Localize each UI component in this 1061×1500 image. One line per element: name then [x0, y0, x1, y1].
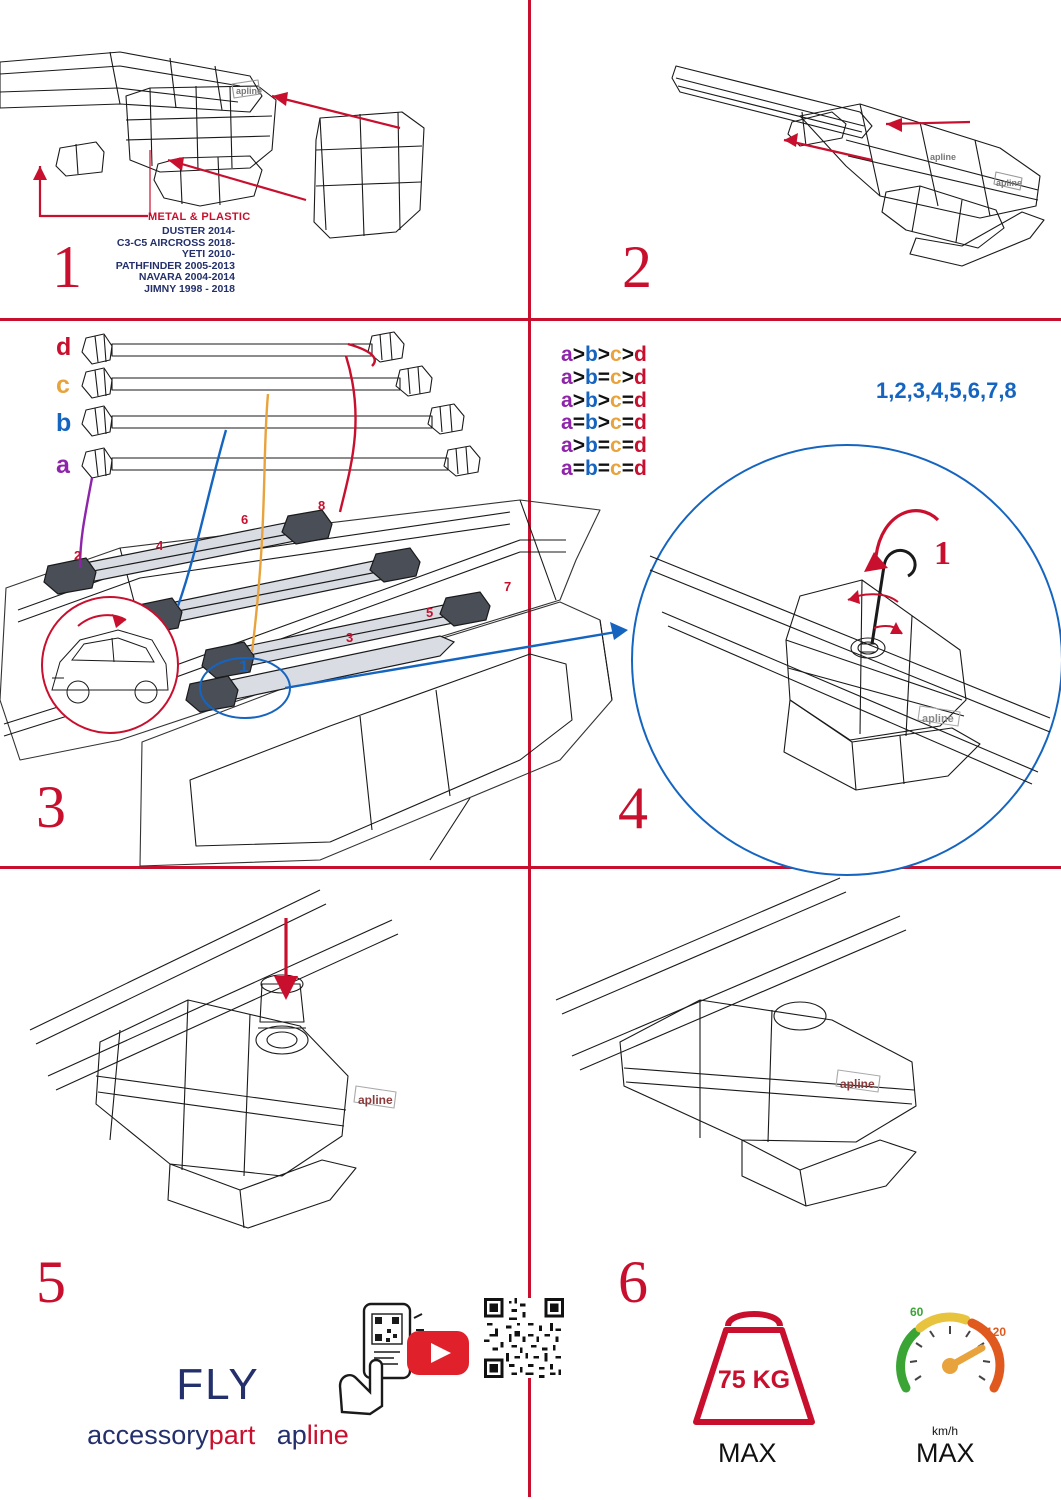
step-number-4: 4 — [618, 775, 648, 841]
brand-part: part — [208, 1420, 256, 1450]
order-rule-token: = — [597, 434, 611, 458]
clamp-number-2: 2 — [74, 548, 82, 563]
order-rule-token: c — [610, 411, 622, 435]
svg-text:60: 60 — [910, 1305, 924, 1319]
svg-text:120: 120 — [986, 1325, 1007, 1339]
install-sequence: 1,2,3,4,5,6,7,8 — [876, 378, 1017, 403]
vehicle-item: DUSTER 2014- — [162, 225, 235, 237]
order-rule-token: > — [572, 365, 585, 389]
svg-text:apline: apline — [358, 1093, 393, 1107]
order-rule-token: > — [572, 343, 585, 366]
brand-line: line — [306, 1420, 349, 1450]
order-rule-token: > — [621, 365, 634, 389]
order-rule-token: b — [584, 411, 598, 435]
brand-fly: FLY — [176, 1360, 260, 1409]
order-rule-token: = — [621, 456, 634, 480]
bar-label-a: a — [56, 451, 70, 479]
material-note: METAL & PLASTIC — [148, 211, 251, 223]
order-rule-token: a — [561, 388, 573, 412]
order-rule-token: > — [572, 388, 585, 412]
turn-badge: 1 — [934, 535, 951, 572]
order-rule-token: = — [621, 388, 634, 412]
order-rule-token: c — [610, 365, 622, 389]
bar-label-b: b — [56, 409, 72, 437]
order-rule-token: c — [610, 343, 622, 366]
order-rule-token: = — [621, 434, 634, 458]
bar-label-c: c — [56, 371, 70, 399]
order-rule-token: c — [610, 434, 622, 458]
speed-max-label: MAX — [916, 1438, 975, 1468]
clamp-number-8: 8 — [318, 498, 326, 513]
speed-unit-label: km/h — [932, 1424, 959, 1438]
order-rule-token: d — [634, 411, 647, 435]
clamp-number-6: 6 — [241, 512, 249, 527]
vehicle-item: PATHFINDER 2005-2013 — [115, 259, 235, 272]
order-rule-token: > — [597, 343, 611, 366]
order-rule-token: d — [634, 434, 647, 458]
qr-code-icon[interactable] — [484, 1298, 564, 1378]
vehicle-item: C3-C5 AIRCROSS 2018- — [116, 236, 235, 249]
order-rule-token: > — [621, 343, 634, 366]
order-rule-token: b — [584, 388, 598, 412]
order-rule-token: = — [572, 411, 585, 435]
step-number-1: 1 — [52, 234, 82, 300]
brand-ap: ap — [276, 1420, 307, 1450]
order-rule-token: c — [610, 388, 622, 412]
clamp-number-7: 7 — [504, 579, 512, 594]
order-rule-token: > — [597, 388, 611, 412]
max-weight-icon — [686, 1300, 822, 1432]
youtube-icon[interactable] — [406, 1330, 470, 1376]
order-rule-token: a — [561, 365, 573, 389]
order-rule-token: b — [584, 343, 598, 366]
order-rule-token: = — [597, 456, 611, 480]
order-rule-token: > — [572, 434, 585, 458]
clamp-number-5: 5 — [426, 605, 434, 620]
svg-text:apline: apline — [922, 713, 954, 725]
brand-block — [68, 1360, 368, 1451]
order-rule-token: = — [572, 456, 585, 480]
order-rule-token: = — [621, 411, 634, 435]
order-rule-token: a — [561, 456, 573, 480]
brand-accessory: accessory — [87, 1420, 209, 1450]
svg-text:apline: apline — [236, 86, 263, 96]
order-rule-token: b — [584, 365, 598, 389]
weight-value-text: 75 KG — [717, 1366, 791, 1394]
order-rule-token: d — [634, 456, 647, 480]
order-rule-token: b — [584, 456, 598, 480]
svg-text:apline: apline — [840, 1077, 875, 1091]
order-rule-token: a — [561, 411, 573, 435]
clamp-number-3: 3 — [346, 630, 354, 645]
order-rule-token: a — [561, 434, 573, 458]
clamp-number-1: 1 — [239, 657, 249, 676]
step-number-6: 6 — [618, 1249, 648, 1315]
order-rule-token: d — [634, 365, 647, 389]
vehicle-item: YETI 2010- — [181, 248, 235, 260]
max-speed-icon — [890, 1296, 1012, 1424]
brand-wordmark — [68, 1420, 368, 1451]
weight-max-label: MAX — [718, 1438, 777, 1468]
vehicle-item: NAVARA 2004-2014 — [138, 271, 235, 283]
order-rule-token: d — [634, 388, 647, 412]
order-rule-token: > — [597, 411, 611, 435]
bar-label-d: d — [56, 333, 72, 361]
step-number-3: 3 — [36, 774, 66, 840]
clamp-number-4: 4 — [156, 538, 164, 553]
step-number-5: 5 — [36, 1249, 66, 1315]
order-rule-token: c — [610, 456, 622, 480]
svg-text:apline: apline — [930, 152, 957, 162]
vehicle-item: JIMNY 1998 - 2018 — [144, 282, 235, 295]
order-rule-token: d — [634, 343, 647, 366]
order-rule-token: a — [561, 343, 573, 366]
svg-text:apline: apline — [996, 178, 1023, 188]
step-number-2: 2 — [622, 234, 652, 300]
order-rule-token: b — [584, 434, 598, 458]
order-rule-token: = — [597, 365, 611, 389]
